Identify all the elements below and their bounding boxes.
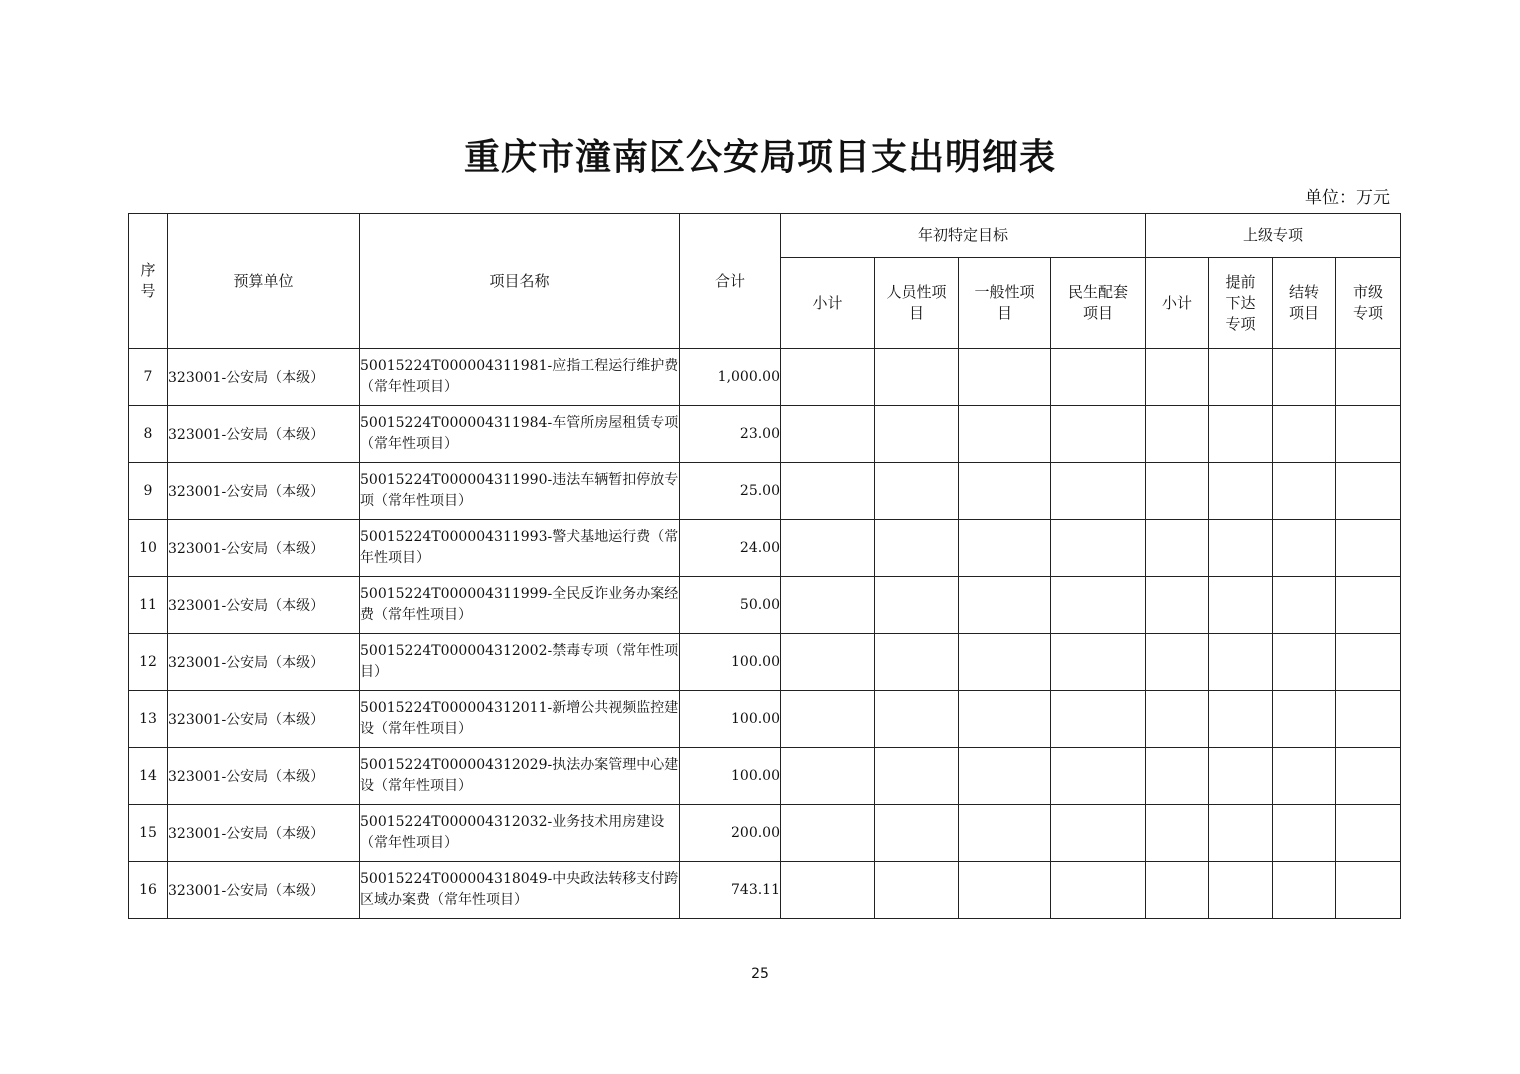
table-row [129, 691, 1401, 748]
header-seq: 序号 [129, 214, 168, 349]
header-carryover: 结转项目 [1273, 258, 1336, 349]
empty-cell [1146, 520, 1209, 577]
empty-cell [1273, 577, 1336, 634]
table-body [129, 349, 1401, 919]
empty-cell [781, 634, 875, 691]
project-expenditure-table [128, 213, 1401, 919]
cell-budget-unit: 323001-公安局（本级） [168, 406, 360, 463]
empty-cell [1273, 463, 1336, 520]
empty-cell [1146, 406, 1209, 463]
header-personnel: 人员性项目 [875, 258, 959, 349]
empty-cell [1209, 862, 1273, 919]
cell-project-name: 50015224T000004311993-警犬基地运行费（常年性项目） [360, 520, 680, 577]
cell-project-name: 50015224T000004311990-违法车辆暂扣停放专项（常年性项目） [360, 463, 680, 520]
empty-cell [781, 406, 875, 463]
empty-cell [1051, 748, 1146, 805]
empty-cell [1336, 577, 1401, 634]
empty-cell [875, 862, 959, 919]
header-general: 一般性项目 [959, 258, 1051, 349]
empty-cell [875, 349, 959, 406]
cell-project-name: 50015224T000004312002-禁毒专项（常年性项目） [360, 634, 680, 691]
cell-project-name: 50015224T000004311981-应指工程运行维护费（常年性项目） [360, 349, 680, 406]
empty-cell [959, 463, 1051, 520]
empty-cell [1336, 862, 1401, 919]
table-row [129, 463, 1401, 520]
empty-cell [1273, 691, 1336, 748]
empty-cell [1051, 349, 1146, 406]
cell-seq: 14 [129, 748, 168, 805]
empty-cell [1051, 406, 1146, 463]
empty-cell [1209, 748, 1273, 805]
empty-cell [959, 805, 1051, 862]
empty-cell [781, 349, 875, 406]
cell-project-name: 50015224T000004311999-全民反诈业务办案经费（常年性项目） [360, 577, 680, 634]
cell-total: 25.00 [680, 463, 781, 520]
cell-total: 100.00 [680, 634, 781, 691]
empty-cell [1051, 862, 1146, 919]
cell-budget-unit: 323001-公安局（本级） [168, 862, 360, 919]
table-row [129, 805, 1401, 862]
cell-budget-unit: 323001-公安局（本级） [168, 748, 360, 805]
empty-cell [1051, 691, 1146, 748]
empty-cell [1336, 805, 1401, 862]
cell-budget-unit: 323001-公安局（本级） [168, 634, 360, 691]
cell-seq: 12 [129, 634, 168, 691]
header-annual-subtotal: 小计 [781, 258, 875, 349]
cell-seq: 7 [129, 349, 168, 406]
empty-cell [959, 406, 1051, 463]
cell-seq: 16 [129, 862, 168, 919]
header-project-name: 项目名称 [360, 214, 680, 349]
empty-cell [959, 634, 1051, 691]
page-number: 25 [751, 966, 769, 982]
cell-project-name: 50015224T000004312029-执法办案管理中心建设（常年性项目） [360, 748, 680, 805]
cell-total: 24.00 [680, 520, 781, 577]
empty-cell [1146, 634, 1209, 691]
empty-cell [1051, 634, 1146, 691]
empty-cell [959, 691, 1051, 748]
cell-project-name: 50015224T000004312011-新增公共视频监控建设（常年性项目） [360, 691, 680, 748]
table-row [129, 349, 1401, 406]
empty-cell [1146, 463, 1209, 520]
empty-cell [959, 349, 1051, 406]
cell-budget-unit: 323001-公安局（本级） [168, 463, 360, 520]
cell-project-name: 50015224T000004318049-中央政法转移支付跨区域办案费（常年性项目） [360, 862, 680, 919]
cell-total: 200.00 [680, 805, 781, 862]
header-total: 合计 [680, 214, 781, 349]
cell-total: 50.00 [680, 577, 781, 634]
cell-project-name: 50015224T000004312032-业务技术用房建设（常年性项目） [360, 805, 680, 862]
cell-budget-unit: 323001-公安局（本级） [168, 691, 360, 748]
empty-cell [875, 691, 959, 748]
cell-total: 23.00 [680, 406, 781, 463]
cell-total: 100.00 [680, 691, 781, 748]
empty-cell [959, 748, 1051, 805]
empty-cell [1146, 577, 1209, 634]
cell-total: 100.00 [680, 748, 781, 805]
empty-cell [1336, 349, 1401, 406]
empty-cell [1273, 748, 1336, 805]
header-superior-subtotal: 小计 [1146, 258, 1209, 349]
empty-cell [1051, 577, 1146, 634]
table-row [129, 634, 1401, 691]
header-advance: 提前下达专项 [1209, 258, 1273, 349]
header-group-annual: 年初特定目标 [781, 214, 1146, 258]
empty-cell [1273, 520, 1336, 577]
empty-cell [1209, 406, 1273, 463]
empty-cell [1273, 349, 1336, 406]
cell-budget-unit: 323001-公安局（本级） [168, 805, 360, 862]
cell-seq: 13 [129, 691, 168, 748]
empty-cell [781, 691, 875, 748]
empty-cell [1146, 748, 1209, 805]
empty-cell [1209, 805, 1273, 862]
empty-cell [1336, 634, 1401, 691]
empty-cell [959, 577, 1051, 634]
empty-cell [1146, 805, 1209, 862]
empty-cell [959, 520, 1051, 577]
empty-cell [875, 520, 959, 577]
cell-budget-unit: 323001-公安局（本级） [168, 349, 360, 406]
header-municipal: 市级专项 [1336, 258, 1401, 349]
cell-budget-unit: 323001-公安局（本级） [168, 520, 360, 577]
cell-total: 743.11 [680, 862, 781, 919]
empty-cell [1273, 862, 1336, 919]
cell-total: 1,000.00 [680, 349, 781, 406]
empty-cell [875, 634, 959, 691]
empty-cell [781, 577, 875, 634]
empty-cell [1209, 577, 1273, 634]
table-row [129, 520, 1401, 577]
cell-seq: 9 [129, 463, 168, 520]
page-title: 重庆市潼南区公安局项目支出明细表 [463, 137, 1056, 178]
table-row [129, 577, 1401, 634]
empty-cell [1146, 349, 1209, 406]
empty-cell [875, 463, 959, 520]
empty-cell [1273, 634, 1336, 691]
empty-cell [1209, 634, 1273, 691]
cell-seq: 10 [129, 520, 168, 577]
unit-label: 单位：万元 [1305, 188, 1390, 208]
table-row [129, 748, 1401, 805]
empty-cell [1146, 691, 1209, 748]
empty-cell [1209, 520, 1273, 577]
empty-cell [1273, 406, 1336, 463]
empty-cell [1209, 463, 1273, 520]
table-row [129, 862, 1401, 919]
empty-cell [1336, 463, 1401, 520]
empty-cell [1336, 691, 1401, 748]
empty-cell [1209, 691, 1273, 748]
empty-cell [1336, 748, 1401, 805]
cell-project-name: 50015224T000004311984-车管所房屋租赁专项（常年性项目） [360, 406, 680, 463]
empty-cell [1336, 520, 1401, 577]
header-livelihood: 民生配套项目 [1051, 258, 1146, 349]
cell-seq: 15 [129, 805, 168, 862]
cell-budget-unit: 323001-公安局（本级） [168, 577, 360, 634]
empty-cell [875, 805, 959, 862]
empty-cell [875, 748, 959, 805]
empty-cell [875, 577, 959, 634]
cell-seq: 11 [129, 577, 168, 634]
empty-cell [875, 406, 959, 463]
empty-cell [1209, 349, 1273, 406]
empty-cell [781, 463, 875, 520]
empty-cell [781, 748, 875, 805]
empty-cell [1051, 805, 1146, 862]
table-row [129, 406, 1401, 463]
empty-cell [959, 862, 1051, 919]
empty-cell [1146, 862, 1209, 919]
cell-seq: 8 [129, 406, 168, 463]
empty-cell [1051, 520, 1146, 577]
empty-cell [781, 520, 875, 577]
empty-cell [1336, 406, 1401, 463]
header-budget-unit: 预算单位 [168, 214, 360, 349]
empty-cell [781, 805, 875, 862]
empty-cell [781, 862, 875, 919]
empty-cell [1273, 805, 1336, 862]
empty-cell [1051, 463, 1146, 520]
header-group-superior: 上级专项 [1146, 214, 1401, 258]
